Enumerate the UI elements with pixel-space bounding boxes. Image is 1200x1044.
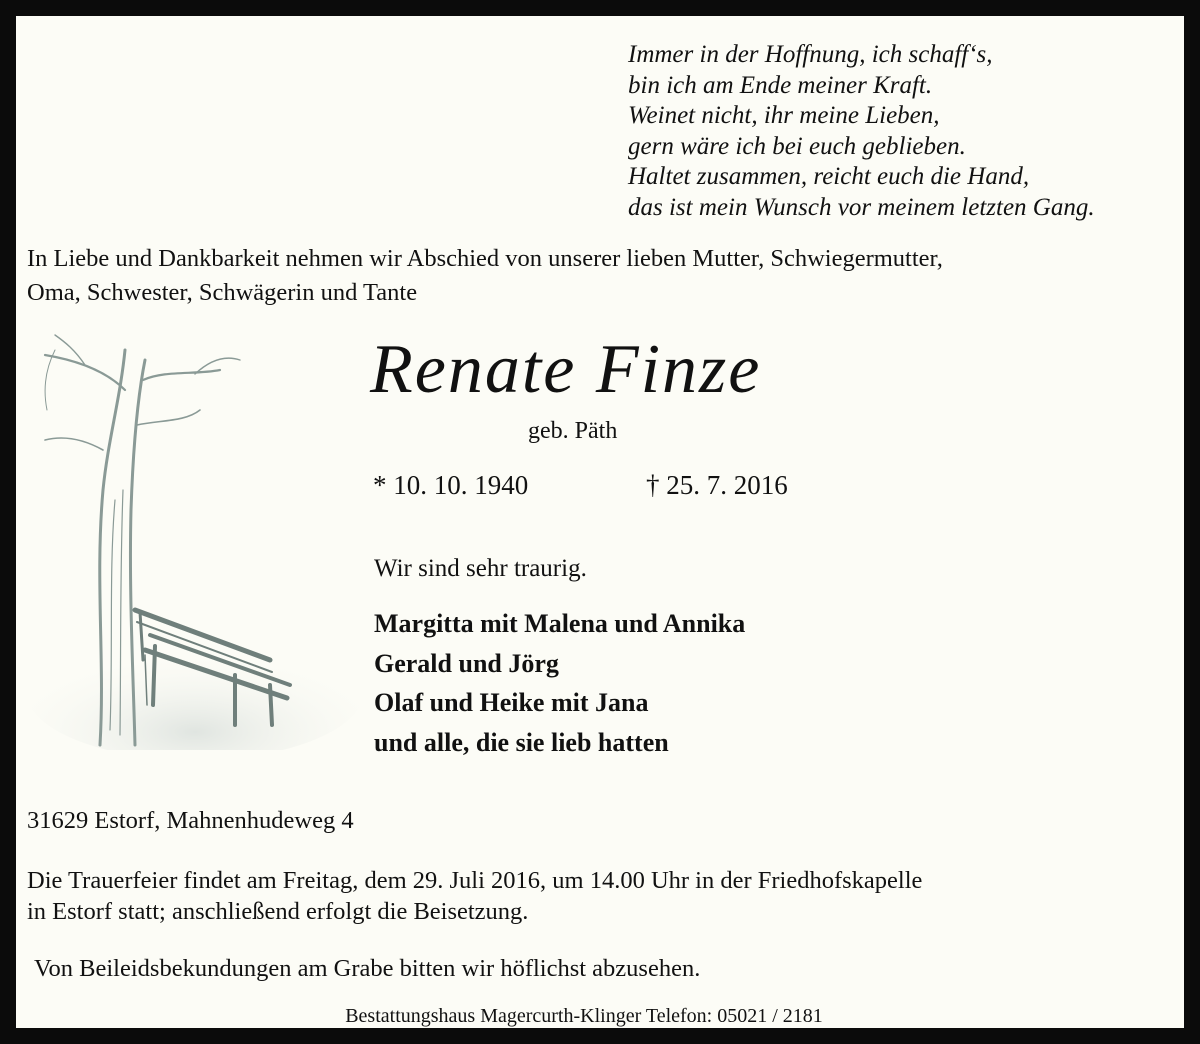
mourner-line: Gerald und Jörg [374, 648, 559, 678]
intro-line: Oma, Schwester, Schwägerin und Tante [27, 279, 418, 306]
grief-statement: Wir sind sehr traurig. [374, 555, 587, 582]
mourner-line: Margitta mit Malena und Annika [374, 609, 746, 638]
deceased-name: Renate Finze [370, 331, 762, 408]
tree-and-bench-illustration [25, 330, 360, 750]
ceremony-line: in Estorf statt; anschließend erfolgt die Beisetzung. [27, 898, 529, 925]
address: 31629 Estorf, Mahnenhudeweg 4 [27, 807, 354, 834]
poem-line: Weinet nicht, ihr meine Lieben, [628, 102, 940, 129]
ceremony-notice [27, 865, 1167, 927]
mourner-line: und alle, die sie lieb hatten [374, 727, 669, 757]
mourners-list [374, 604, 745, 762]
ceremony-line: Die Trauerfeier findet am Freitag, dem 29. Juli 2016, um 14.00 Uhr in der Friedhofskapelle [27, 867, 923, 894]
poem-block [628, 40, 1168, 223]
death-date: † 25. 7. 2016 [646, 470, 788, 500]
birth-date: * 10. 10. 1940 [373, 470, 529, 500]
poem-line: bin ich am Ende meiner Kraft. [628, 71, 933, 99]
poem-line: das ist mein Wunsch vor meinem letzten Gang. [628, 193, 1095, 221]
intro-text [27, 242, 1167, 310]
maiden-name: geb. Päth [528, 418, 618, 444]
funeral-home-footer: Bestattungshaus Magercurth-Klinger Telefon: 05021 / 2181 [345, 1005, 823, 1027]
poem-line: Haltet zusammen, reicht euch die Hand, [628, 163, 1030, 190]
mourner-line: Olaf und Heike mit Jana [374, 688, 649, 717]
intro-line: In Liebe und Dankbarkeit nehmen wir Abschied von unserer lieben Mutter, Schwiegermutter, [27, 245, 943, 272]
poem-line: Immer in der Hoffnung, ich schaff‘s, [628, 41, 993, 68]
condolence-note: Von Beileidsbekundungen am Grabe bitten wir höflichst abzusehen. [34, 955, 701, 982]
poem-line: gern wäre ich bei euch geblieben. [628, 132, 966, 160]
